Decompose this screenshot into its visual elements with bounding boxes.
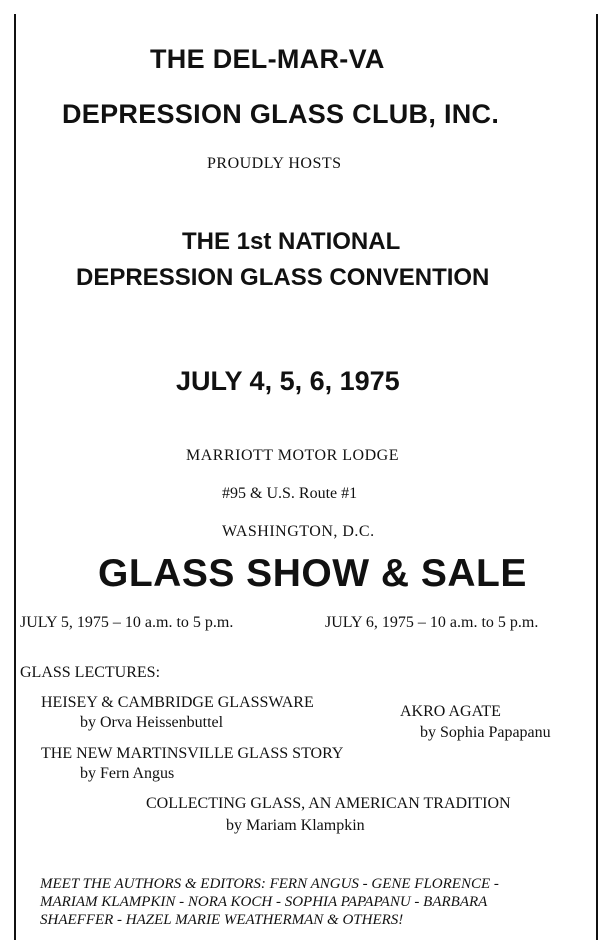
venue-address: #95 & U.S. Route #1 [222,485,358,502]
lecture-speaker: by Orva Heissenbuttel [80,714,224,731]
lecture-speaker: by Sophia Papapanu [420,724,551,741]
authors-line2: MARIAM KLAMPKIN - NORA KOCH - SOPHIA PAPAPANU - BARBARA [40,894,488,910]
authors-line3: SHAEFFER - HAZEL MARIE WEATHERMAN & OTHERS! [40,912,404,928]
lecture-title: HEISEY & CAMBRIDGE GLASSWARE [41,694,314,711]
convention-title-line1: THE 1st NATIONAL [182,228,401,255]
proudly-hosts: PROUDLY HOSTS [207,155,342,172]
venue-name: MARRIOTT MOTOR LODGE [186,447,399,464]
venue-city: WASHINGTON, D.C. [222,523,375,540]
show-day1-hours: JULY 5, 1975 – 10 a.m. to 5 p.m. [20,614,234,631]
lecture-title: AKRO AGATE [400,703,501,720]
convention-dates: JULY 4, 5, 6, 1975 [176,366,400,396]
lecture-title: COLLECTING GLASS, AN AMERICAN TRADITION [146,795,511,812]
club-name-line1: THE DEL-MAR-VA [150,44,385,74]
lectures-heading: GLASS LECTURES: [20,664,161,681]
lecture-title: THE NEW MARTINSVILLE GLASS STORY [41,745,344,762]
show-title: GLASS SHOW & SALE [98,552,527,595]
lecture-speaker: by Fern Angus [80,765,175,782]
lecture-speaker: by Mariam Klampkin [226,817,365,834]
convention-title-line2: DEPRESSION GLASS CONVENTION [76,264,490,291]
club-name-line2: DEPRESSION GLASS CLUB, INC. [62,99,500,129]
show-day2-hours: JULY 6, 1975 – 10 a.m. to 5 p.m. [325,614,539,631]
authors-line1: MEET THE AUTHORS & EDITORS: FERN ANGUS - GENE FLORENCE - [40,876,499,892]
